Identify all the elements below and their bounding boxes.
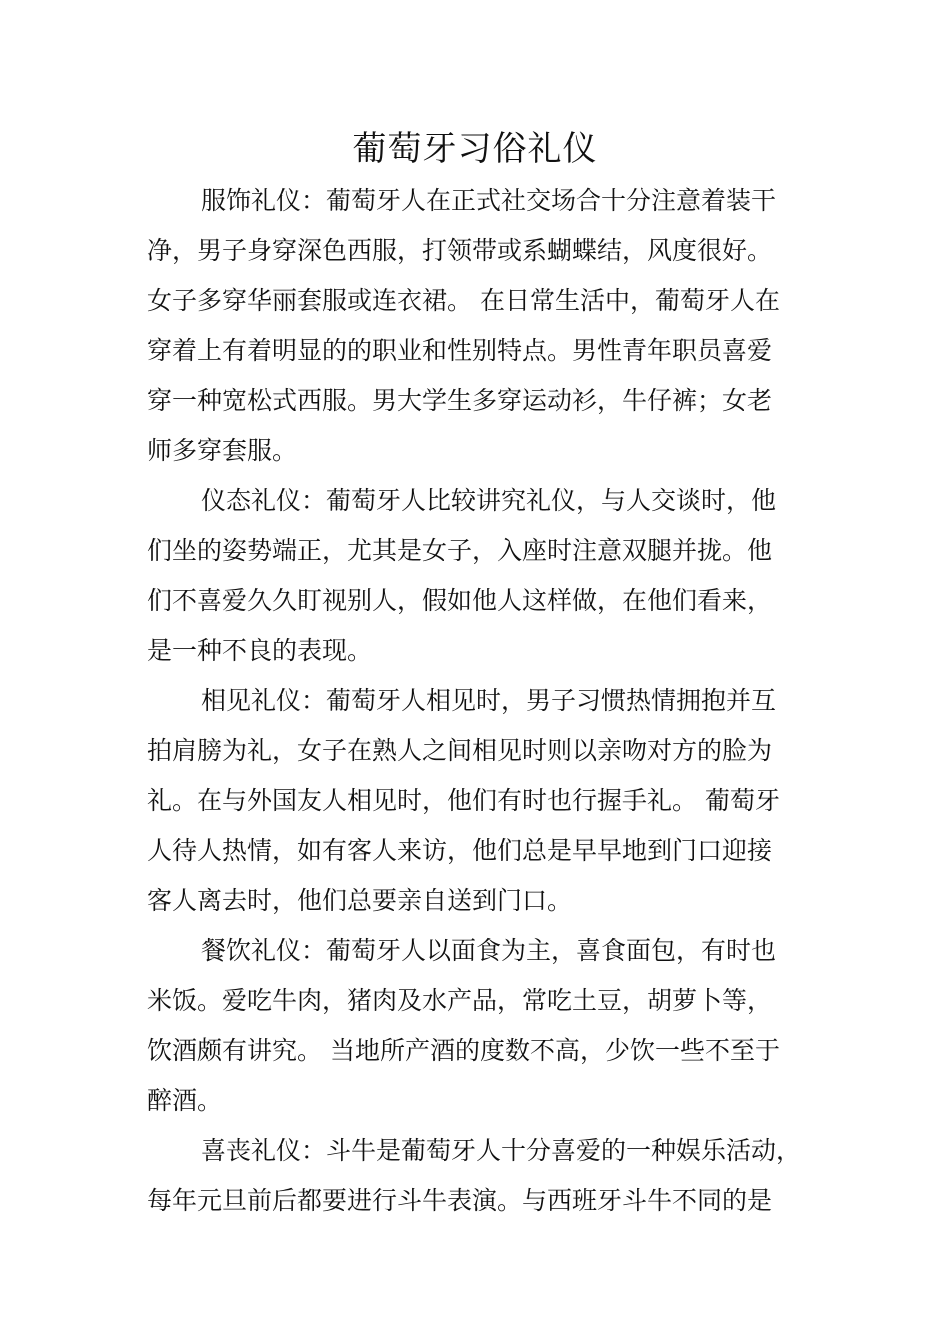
document-title: 葡萄牙习俗礼仪 [352, 129, 598, 169]
text-line: 礼。在与外国友人相见时，他们有时也行握手礼。 葡萄牙 [147, 786, 780, 815]
text-line: 人待人热情，如有客人来访，他们总是早早地到门口迎接 [147, 836, 773, 865]
document-body [147, 176, 827, 1226]
text-line: 相见礼仪：葡萄牙人相见时，男子习惯热情拥抱并互 [201, 686, 777, 715]
text-line: 醉酒。 [147, 1086, 223, 1115]
text-line: 客人离去时，他们总要亲自送到门口。 [147, 886, 573, 915]
text-line: 饮酒颇有讲究。 当地所产酒的度数不高，少饮一些不至于 [147, 1036, 780, 1065]
text-line: 女子多穿华丽套服或连衣裙。 在日常生活中，葡萄牙人在 [147, 286, 780, 315]
text-line: 师多穿套服。 [147, 436, 298, 465]
text-line: 净，男子身穿深色西服，打领带或系蝴蝶结，风度很好。 [147, 236, 773, 265]
text-line: 是一种不良的表现。 [147, 636, 373, 665]
text-line: 仪态礼仪：葡萄牙人比较讲究礼仪，与人交谈时，他 [201, 486, 777, 515]
text-line: 餐饮礼仪：葡萄牙人以面食为主，喜食面包，有时也 [201, 936, 777, 965]
text-line: 穿一种宽松式西服。男大学生多穿运动衫，牛仔裤；女老 [147, 386, 773, 415]
text-line: 们坐的姿势端正，尤其是女子，入座时注意双腿并拢。他 [147, 536, 773, 565]
text-line: 服饰礼仪：葡萄牙人在正式社交场合十分注意着装干 [201, 186, 777, 215]
text-line: 每年元旦前后都要进行斗牛表演。与西班牙斗牛不同的是 [147, 1186, 773, 1215]
text-line: 穿着上有着明显的的职业和性别特点。男性青年职员喜爱 [147, 336, 773, 365]
text-line: 喜丧礼仪：斗牛是葡萄牙人十分喜爱的一种娱乐活动， [201, 1136, 802, 1165]
text-line: 拍肩膀为礼，女子在熟人之间相见时则以亲吻对方的脸为 [147, 736, 773, 765]
text-line: 米饭。爱吃牛肉，猪肉及水产品，常吃土豆，胡萝卜等， [147, 986, 773, 1015]
text-line: 们不喜爱久久盯视别人，假如他人这样做，在他们看来， [147, 586, 773, 615]
